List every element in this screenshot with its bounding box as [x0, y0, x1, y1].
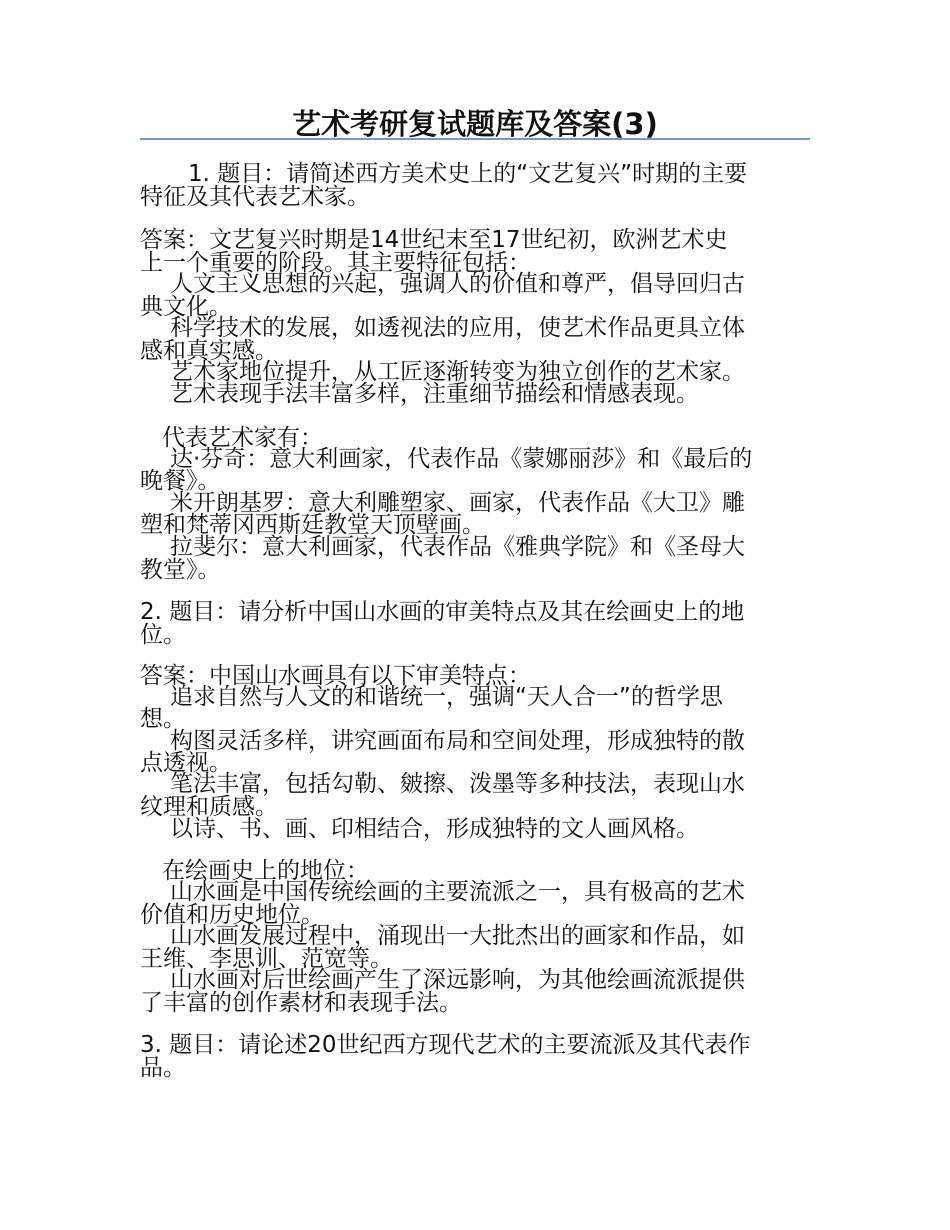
text-line: 3. 题目：请论述20世纪西方现代艺术的主要流派及其代表作 — [140, 1032, 751, 1058]
text-line: 以诗、书、画、印相结合，形成独特的文人画风格。 — [170, 816, 699, 842]
text-line: 代表艺术家有： — [162, 425, 323, 451]
text-line: 晚餐》。 — [140, 468, 221, 494]
text-line: 感和真实感。 — [140, 338, 278, 364]
text-line: 典文化。 — [140, 294, 232, 320]
document-title: 艺术考研复试题库及答案(3) — [292, 107, 658, 141]
text-line: 想。 — [140, 706, 186, 732]
text-line: 点透视。 — [140, 750, 232, 776]
text-line: 山水画对后世绘画产生了深远影响，为其他绘画流派提供 — [170, 967, 745, 993]
text-line: 上一个重要的阶段。其主要特征包括： — [140, 250, 531, 276]
text-line: 山水画是中国传统绘画的主要流派之一，具有极高的艺术 — [170, 879, 745, 905]
text-line: 位。 — [140, 622, 186, 648]
text-line: 艺术家地位提升，从工匠逐渐转变为独立创作的艺术家。 — [170, 359, 745, 385]
text-line: 米开朗基罗：意大利雕塑家、画家，代表作品《大卫》雕 — [170, 490, 745, 516]
text-line: 特征及其代表艺术家。 — [140, 184, 370, 210]
text-line: 人文主义思想的兴起，强调人的价值和尊严，倡导回归古 — [170, 271, 745, 297]
text-line: 拉斐尔：意大利画家，代表作品《雅典学院》和《圣母大 — [170, 534, 745, 560]
text-line: 构图灵活多样，讲究画面布局和空间处理，形成独特的散 — [170, 728, 745, 754]
text-line: 追求自然与人文的和谐统一，强调“天人合一”的哲学思 — [170, 684, 723, 710]
text-line: 1. 题目：请简述西方美术史上的“文艺复兴”时期的主要 — [188, 161, 748, 187]
text-line: 答案：中国山水画具有以下审美特点： — [140, 663, 531, 689]
text-line: 达·芬奇：意大利画家，代表作品《蒙娜丽莎》和《最后的 — [170, 446, 753, 472]
text-line: 科学技术的发展，如透视法的应用，使艺术作品更具立体 — [170, 315, 745, 341]
text-line: 了丰富的创作素材和表现手法。 — [140, 990, 462, 1016]
text-line: 答案：文艺复兴时期是14世纪末至17世纪初，欧洲艺术史 — [140, 227, 728, 253]
text-line: 艺术表现手法丰富多样，注重细节描绘和情感表现。 — [170, 381, 699, 407]
text-line: 在绘画史上的地位： — [162, 858, 369, 884]
text-line: 2. 题目：请分析中国山水画的审美特点及其在绘画史上的地 — [140, 599, 745, 625]
text-line: 山水画发展过程中，涌现出一大批杰出的画家和作品，如 — [170, 923, 745, 949]
text-line: 价值和历史地位。 — [140, 902, 324, 928]
title-underline — [140, 138, 810, 140]
text-line: 笔法丰富，包括勾勒、皴擦、泼墨等多种技法，表现山水 — [170, 771, 745, 797]
text-line: 纹理和质感。 — [140, 794, 278, 820]
text-line: 王维、李思训、范宽等。 — [140, 946, 393, 972]
text-line: 教堂》。 — [140, 557, 221, 583]
text-line: 塑和梵蒂冈西斯廷教堂天顶壁画。 — [140, 512, 485, 538]
text-line: 品。 — [140, 1055, 186, 1081]
